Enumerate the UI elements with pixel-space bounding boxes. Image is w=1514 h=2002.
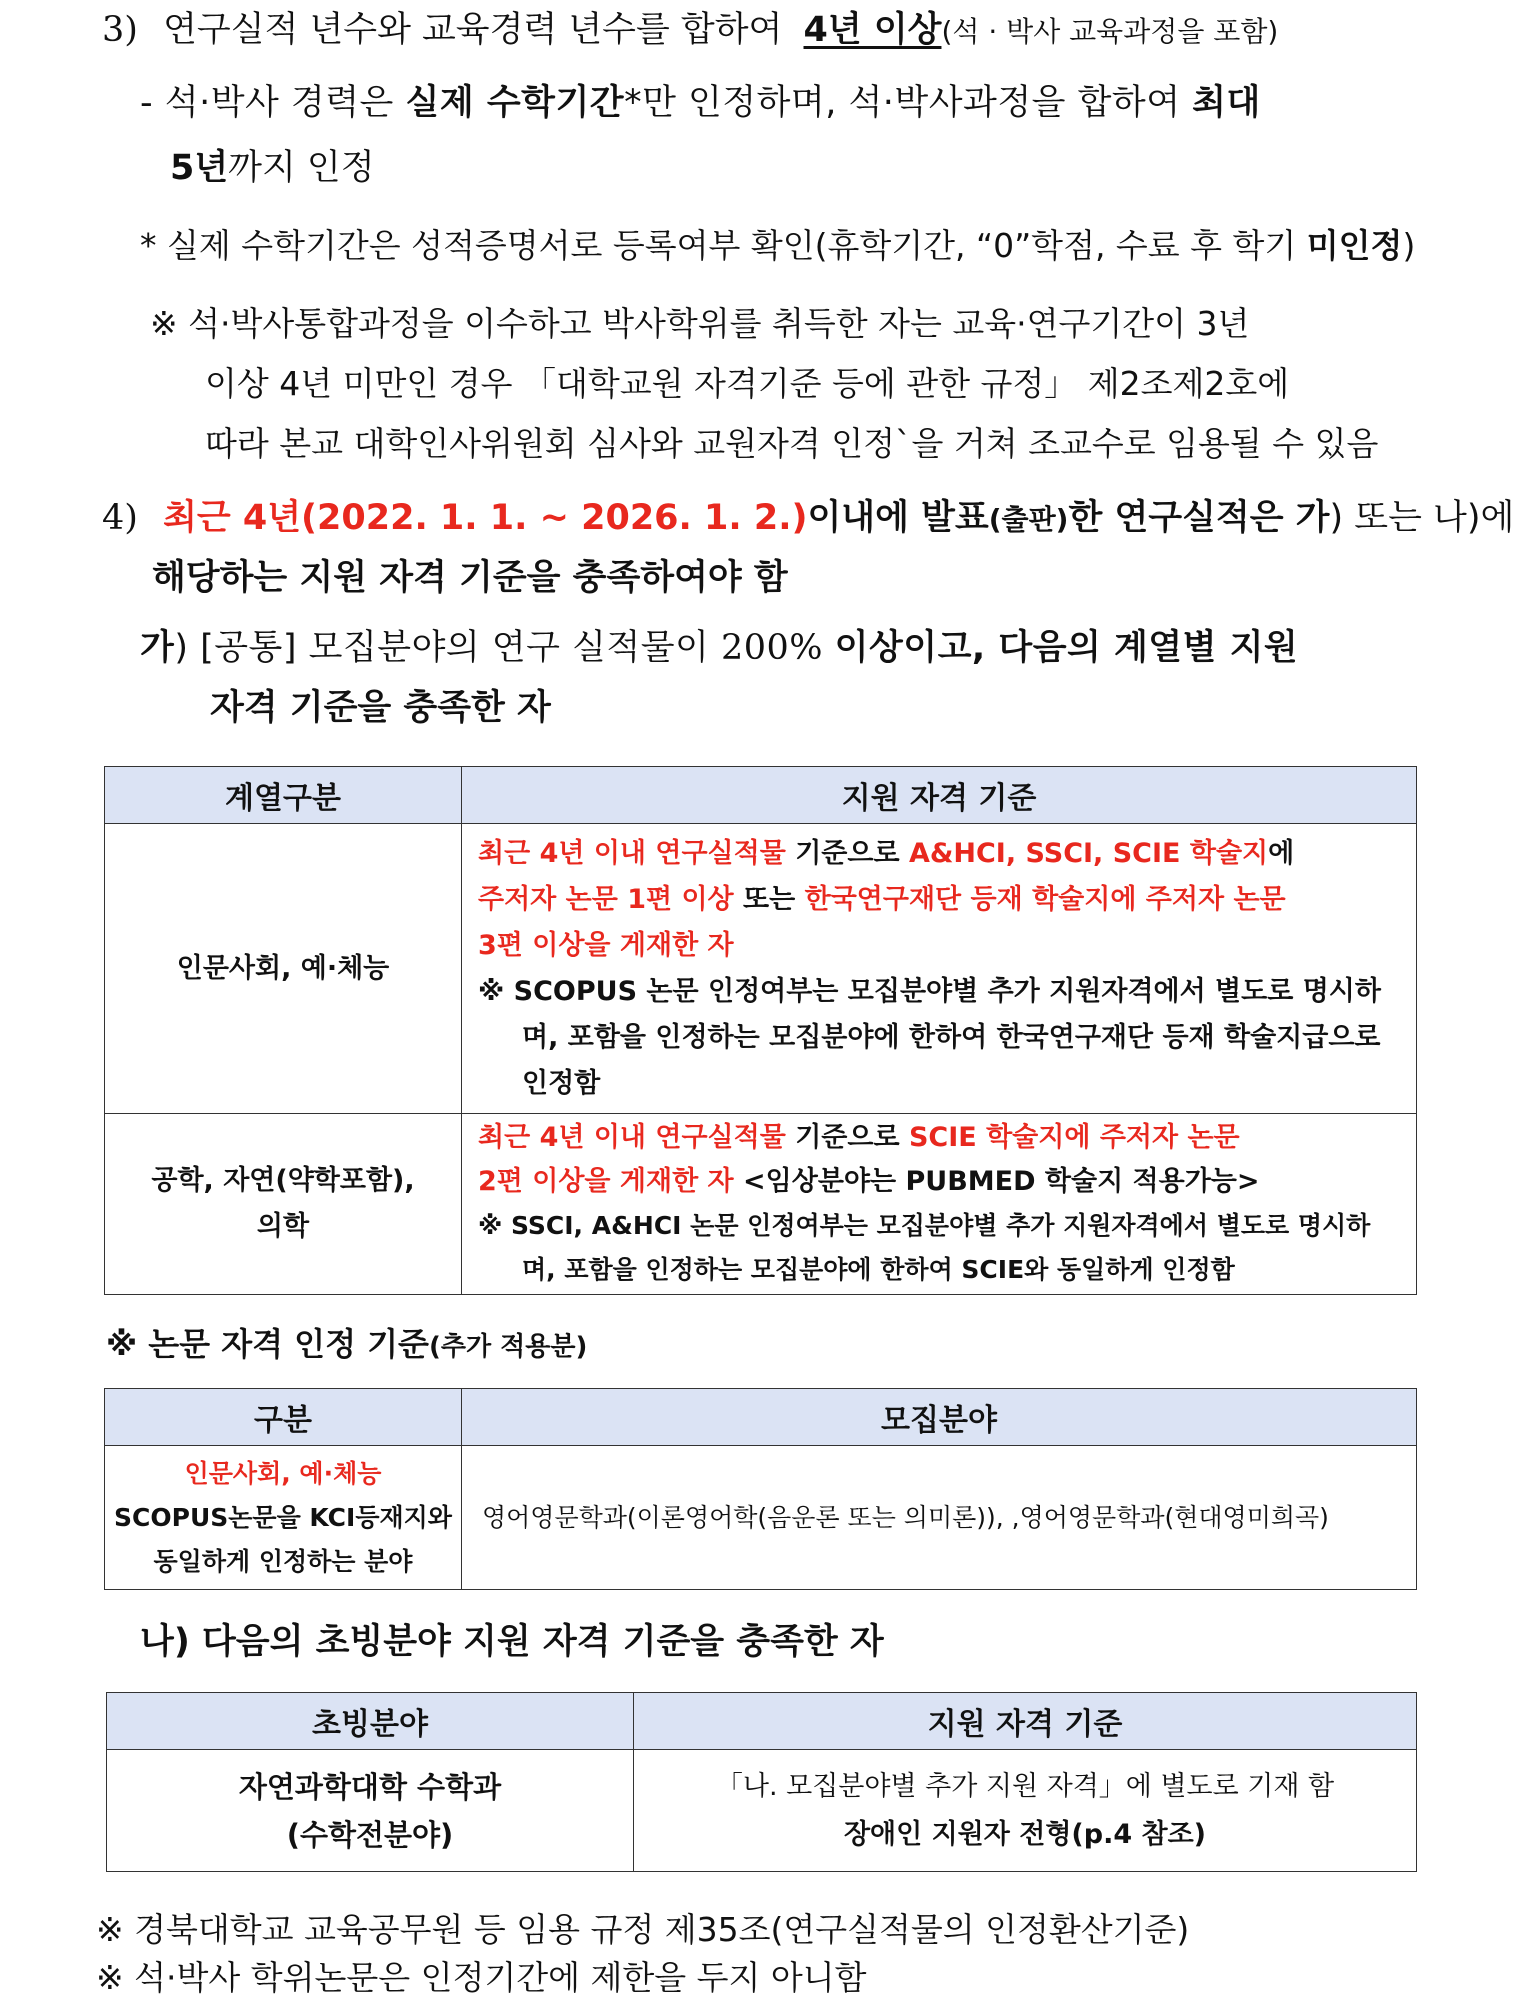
table-header-row <box>105 767 1417 824</box>
ga-heading: 가) [공통] 모집분야의 연구 실적물이 200% 이상이고, 다음의 계열별 지원 <box>140 628 1299 668</box>
item-3-sub1-cont: 5년까지 인정 <box>170 148 375 188</box>
ssci-note: ※ SSCI, A&HCI 논문 인정여부는 모집분야별 추가 지원자격에서 별도로 명시하며, 포함을 인정하는 모집분야에 한하여 SCIE와 동일하게 인정함 <box>478 1211 1371 1284</box>
qualification-table <box>104 766 1417 1295</box>
footer-note-1: ※ 경북대학교 교육공무원 등 임용 규정 제35조(연구실적물의 인정환산기준) <box>96 1910 1190 1949</box>
item-4-heading-line2: 해당하는 지원 자격 기준을 충족하여야 함 <box>152 558 788 598</box>
item-3-star-note: * 실제 수학기간은 성적증명서로 등록여부 확인(휴학기간, “0”학점, 수료 후 학기 미인정) <box>140 226 1416 265</box>
table-row <box>105 824 1417 1114</box>
item-3-note-line3: 따라 본교 대학인사위원회 심사와 교원자격 인정`을 거쳐 조교수로 임용될 수 있음 <box>205 424 1379 463</box>
table-header-row <box>105 1389 1417 1446</box>
field-cell: 영어영문학과(이론영어학(음운론 또는 의미론)), ,영어영문학과(현대영미희곡) <box>462 1446 1417 1590</box>
invite-criteria-cell: 「나. 모집분야별 추가 지원 자격」에 별도로 기재 함 장애인 지원자 전형(p.4 참조) <box>634 1750 1417 1872</box>
paper-note-heading: ※ 논문 자격 인정 기준(추가 적용분) <box>106 1325 588 1363</box>
header-criteria: 지원 자격 기준 <box>462 767 1417 824</box>
ga-heading-line2: 자격 기준을 충족한 자 <box>210 688 551 728</box>
header-field: 모집분야 <box>462 1389 1417 1446</box>
table-row <box>107 1750 1417 1872</box>
invite-field-cell: 자연과학대학 수학과 (수학전분야) <box>107 1750 634 1872</box>
division-cell: 인문사회, 예·체능 SCOPUS논문을 KCI등재지와 동일하게 인정하는 분야 <box>105 1446 462 1590</box>
scopus-note: ※ SCOPUS 논문 인정여부는 모집분야별 추가 지원자격에서 별도로 명시하며, 포함을 인정하는 모집분야에 한하여 한국연구재단 등재 학술지급으로 인정함 <box>478 975 1381 1099</box>
table-header-row <box>107 1693 1417 1750</box>
header-invite-field: 초빙분야 <box>107 1693 634 1750</box>
invite-field-table <box>106 1692 1417 1872</box>
paper-criteria-table <box>104 1388 1417 1590</box>
criteria-engineering: 최근 4년 이내 연구실적물 기준으로 SCIE 학술지에 주저자 논문 2편 이상을 게재한 자 <임상분야는 PUBMED 학술지 적용가능> ※ SSCI, A&HCI 논문 인정여부는 모집분야별 추가 지원자격에서 별도로 명시하며, 포함을 인정하는 모집분야에 한하여 SCIE와 동일하게 인정함 <box>462 1114 1417 1295</box>
item-3-sub1: - 석·박사 경력은 실제 수학기간*만 인정하며, 석·박사과정을 합하여 최대 <box>140 83 1261 123</box>
footer-note-2: ※ 석·박사 학위논문은 인정기간에 제한을 두지 아니함 <box>96 1958 867 1997</box>
item-3-note-line2: 이상 4년 미만인 경우 「대학교원 자격기준 등에 관한 규정」 제2조제2호에 <box>205 364 1290 403</box>
header-division: 구분 <box>105 1389 462 1446</box>
criteria-humanities: 최근 4년 이내 연구실적물 기준으로 A&HCI, SSCI, SCIE 학술지에 주저자 논문 1편 이상 또는 한국연구재단 등재 학술지에 주저자 논문 3편 이상을 게재한 자 ※ SCOPUS 논문 인정여부는 모집분야별 추가 지원자격에서 별도로 명시하며, 포함을 인정하는 모집분야에 한하여 한국연구재단 등재 학술지급으로 인정함 <box>462 824 1417 1114</box>
header-invite-criteria: 지원 자격 기준 <box>634 1693 1417 1750</box>
category-engineering: 공학, 자연(약학포함), 의학 <box>105 1114 462 1295</box>
table-row <box>105 1114 1417 1295</box>
na-heading: 나) 다음의 초빙분야 지원 자격 기준을 충족한 자 <box>140 1622 884 1662</box>
category-humanities: 인문사회, 예·체능 <box>105 824 462 1114</box>
header-category: 계열구분 <box>105 767 462 824</box>
item-3-note-line1: ※ 석·박사통합과정을 이수하고 박사학위를 취득한 자는 교육·연구기간이 3년 <box>150 304 1250 343</box>
item-4-heading: 4) 최근 4년(2022. 1. 1. ~ 2026. 1. 2.)이내에 발표(출판)한 연구실적은 가) 또는 나)에 <box>102 498 1514 538</box>
table-row <box>105 1446 1417 1590</box>
item-3-heading: 3) 연구실적 년수와 교육경력 년수를 합하여 4년 이상(석 · 박사 교육과정을 포함) <box>102 10 1279 50</box>
